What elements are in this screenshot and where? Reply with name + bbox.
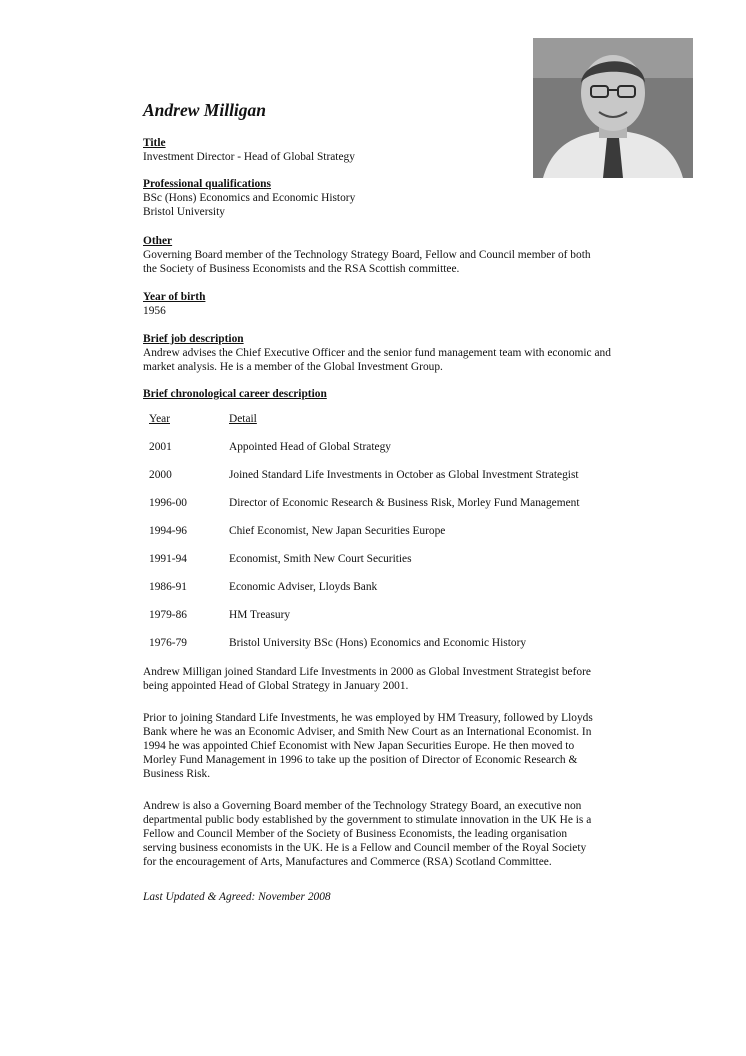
birth-heading: Year of birth [143, 291, 206, 303]
career-year: 1976-79 [149, 637, 187, 649]
job-heading: Brief job description [143, 333, 244, 345]
qualification-degree: BSc (Hons) Economics and Economic History [143, 192, 356, 204]
career-detail: Chief Economist, New Japan Securities Europe [229, 525, 446, 537]
career-detail: HM Treasury [229, 609, 291, 621]
bio-line: Morley Fund Management in 1996 to take up the position of Director of Economic Research & [143, 754, 578, 766]
career-year: 1986-91 [149, 581, 187, 593]
bio-line: Andrew Milligan joined Standard Life Investments in 2000 as Global Investment Strategist before [143, 666, 591, 678]
other-heading: Other [143, 235, 173, 247]
qualifications-section [143, 177, 663, 219]
other-section [143, 234, 663, 276]
career-year: 2001 [149, 441, 172, 453]
bio-paragraph-2 [143, 711, 648, 781]
year-column-header: Year [149, 413, 170, 425]
career-heading: Brief chronological career description [143, 388, 327, 400]
bio-line: Business Risk. [143, 768, 211, 780]
bio-line: 1994 he was appointed Chief Economist with New Japan Securities Europe. He then moved to [143, 740, 575, 752]
bio-line: Bank where he was an Economic Adviser, and Smith New Court as an International Economist. In [143, 726, 592, 738]
last-updated-note: Last Updated & Agreed: November 2008 [143, 891, 331, 903]
career-detail: Economist, Smith New Court Securities [229, 553, 412, 565]
career-year: 1996-00 [149, 497, 187, 509]
career-section [143, 387, 663, 401]
other-line-1: Governing Board member of the Technology Strategy Board, Fellow and Council member of both [143, 249, 591, 261]
bio-line: Fellow and Council Member of the Society of Business Economists, the leading organisation [143, 828, 568, 840]
title-section [143, 136, 663, 164]
job-line-2: market analysis. He is a member of the Global Investment Group. [143, 361, 443, 373]
birth-section [143, 290, 663, 318]
career-detail: Appointed Head of Global Strategy [229, 441, 391, 453]
birth-year: 1956 [143, 305, 166, 317]
title-heading: Title [143, 137, 166, 149]
other-line-2: the Society of Business Economists and the RSA Scottish committee. [143, 263, 460, 275]
career-detail: Joined Standard Life Investments in October as Global Investment Strategist [229, 469, 579, 481]
career-year: 1979-86 [149, 609, 187, 621]
bio-line: Andrew is also a Governing Board member of the Technology Strategy Board, an executive non [143, 800, 582, 812]
job-section [143, 332, 663, 374]
bio-line: for the encouragement of Arts, Manufactures and Commerce (RSA) Scotland Committee. [143, 856, 552, 868]
bio-line: serving business economists in the UK. He is a Fellow and Council member of the Royal Society [143, 842, 587, 854]
job-line-1: Andrew advises the Chief Executive Officer and the senior fund management team with economic and [143, 347, 611, 359]
career-detail: Economic Adviser, Lloyds Bank [229, 581, 378, 593]
career-year: 1991-94 [149, 553, 187, 565]
bio-line: departmental public body established by the government to stimulate innovation in the UK He is a [143, 814, 592, 826]
career-year: 2000 [149, 469, 172, 481]
bio-line: being appointed Head of Global Strategy in January 2001. [143, 680, 409, 692]
qualification-university: Bristol University [143, 206, 225, 218]
bio-paragraph-3 [143, 799, 648, 869]
bio-line: Prior to joining Standard Life Investments, he was employed by HM Treasury, followed by Lloyds [143, 712, 593, 724]
career-detail: Bristol University BSc (Hons) Economics and Economic History [229, 637, 527, 649]
career-detail: Director of Economic Research & Business Risk, Morley Fund Management [229, 497, 580, 509]
person-name: Andrew Milligan [143, 100, 267, 120]
career-year: 1994-96 [149, 525, 187, 537]
bio-paragraph-1 [143, 665, 648, 693]
title-value: Investment Director - Head of Global Strategy [143, 151, 355, 163]
qualifications-heading: Professional qualifications [143, 178, 271, 190]
detail-column-header: Detail [229, 413, 257, 425]
